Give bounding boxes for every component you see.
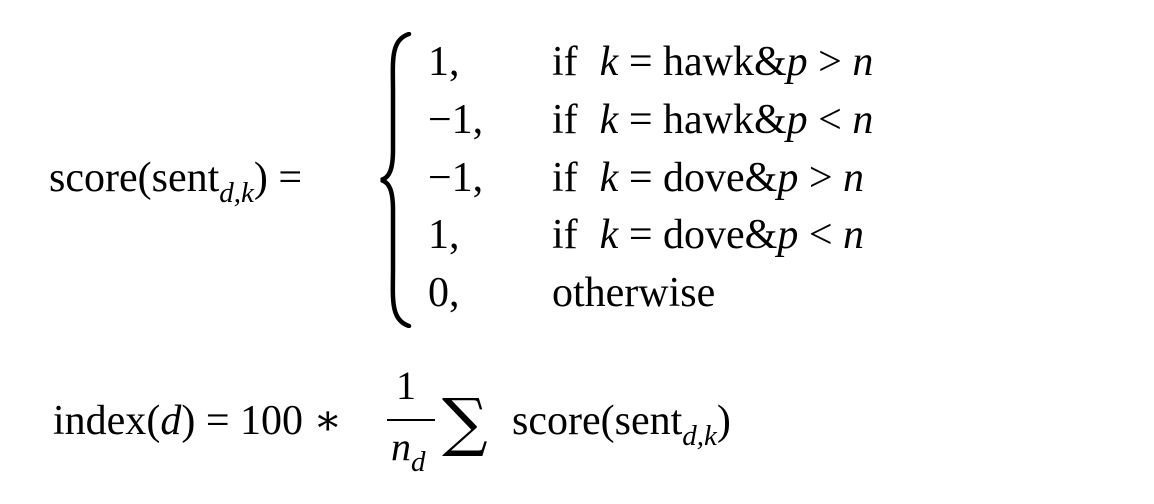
- index-equation-lhs: index(d) = 100 ∗: [53, 398, 343, 444]
- summation-sigma-icon: [440, 392, 504, 456]
- case-2-condition: if k = hawk&p < n: [552, 97, 874, 143]
- score-equation-lhs: score(sent$_{d,k}$) =: [49, 155, 303, 209]
- sent-subscript: d,k: [219, 177, 254, 209]
- fraction-numerator: 1: [396, 363, 416, 408]
- case-5-condition: otherwise: [552, 270, 716, 316]
- left-curly-brace-icon: [378, 32, 412, 328]
- index-function-name: index: [53, 398, 147, 444]
- fraction-denominator: $n_d$: [391, 424, 426, 478]
- equals-sign: =: [267, 155, 303, 201]
- index-equation-rhs: score(sent$_{d,k}$): [512, 398, 731, 452]
- svg-text:∑: ∑: [442, 392, 488, 456]
- score-function-name: score: [49, 155, 138, 201]
- sent-symbol: sent: [151, 155, 220, 201]
- case-4-value: 1,: [428, 212, 460, 258]
- case-2-value: −1,: [428, 97, 484, 143]
- coefficient-100: 100: [240, 398, 303, 444]
- index-arg-d: d: [160, 398, 182, 444]
- fraction-bar: [387, 419, 435, 421]
- times-operator: ∗: [303, 398, 343, 444]
- case-3-value: −1,: [428, 155, 484, 201]
- case-1-value: 1,: [428, 39, 460, 85]
- case-5-value: 0,: [428, 270, 460, 316]
- case-3-condition: if k = dove&p > n: [552, 155, 864, 201]
- case-4-condition: if k = dove&p < n: [552, 212, 864, 258]
- case-1-condition: if k = hawk&p > n: [552, 39, 874, 85]
